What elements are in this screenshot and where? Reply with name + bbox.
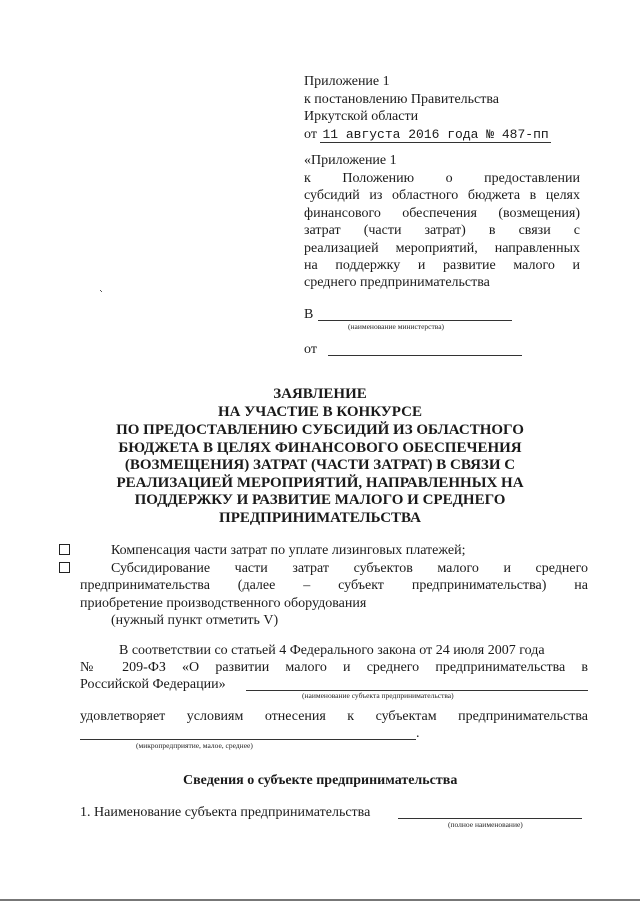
sub-appendix-line-6: реализацией мероприятий, направленных [304,241,580,256]
subject-name-hint: (наименование субъекта предпринимательства) [302,691,454,700]
full-name-field[interactable] [398,818,582,819]
subject-category-hint: (микропредприятие, малое, среднее) [136,741,253,750]
title-line-1: ЗАЯВЛЕНИЕ [273,386,367,402]
title-line-7: ПОДДЕРЖКУ И РАЗВИТИЕ МАЛОГО И СРЕДНЕГО [134,492,506,508]
section-heading: Сведения о субъекте предпринимательства [183,773,458,788]
title-line-6: РЕАЛИЗАЦИЕЙ МЕРОПРИЯТИЙ, НАПРАВЛЕННЫХ НА [116,475,524,491]
option-note: (нужный пункт отметить V) [111,613,279,628]
paragraph-2-end: . [416,726,420,741]
option-2-line-2: предпринимательства (далее – субъект предпринимательства) на [80,578,588,593]
appendix-line-1: Приложение 1 [304,74,390,89]
scan-speck [101,291,102,292]
addressee-from-label: от [304,342,317,357]
addressee-to-label: В [304,307,314,322]
sub-appendix-line-4: финансового обеспечения (возмещения) [304,206,580,221]
appendix-line-2: к постановлению Правительства [304,92,500,107]
item-1-label: 1. Наименование субъекта предпринимательства [80,805,371,820]
paragraph-1-line-3: Российской Федерации» [80,677,226,692]
title-line-4: БЮДЖЕТА В ЦЕЛЯХ ФИНАНСОВОГО ОБЕСПЕЧЕНИЯ [118,440,522,456]
full-name-hint: (полное наименование) [448,820,523,829]
option-1-checkbox[interactable] [59,544,70,555]
sub-appendix-line-8: среднего предпринимательства [304,275,490,290]
option-1-label: Компенсация части затрат по уплате лизинговых платежей; [111,543,466,558]
sub-appendix-line-7: на поддержку и развитие малого и [304,258,580,273]
sub-appendix-line-3: субсидий из областного бюджета в целях [304,188,580,203]
sub-appendix-line-5: затрат (части затрат) в связи с [304,223,580,238]
option-2-line-1: Субсидирование части затрат субъектов малого и среднего [111,561,588,576]
title-line-3: ПО ПРЕДОСТАВЛЕНИЮ СУБСИДИЙ ИЗ ОБЛАСТНОГО [116,422,524,438]
option-2-line-3: приобретение производственного оборудования [80,596,367,611]
sub-appendix-line-2: к Положению о предоставлении [304,171,580,186]
title-line-5: (ВОЗМЕЩЕНИЯ) ЗАТРАТ (ЧАСТИ ЗАТРАТ) В СВЯЗИ С [124,457,516,473]
appendix-date-value: 11 августа 2016 года № 487-пп [322,127,549,142]
title-line-8: ПРЕДПРИНИМАТЕЛЬСТВА [219,510,421,526]
appendix-date-line [304,126,551,143]
applicant-name-field[interactable] [328,355,522,356]
sub-appendix-line-1: «Приложение 1 [304,153,397,168]
paragraph-2-line-1: удовлетворяет условиям отнесения к субъектам предпринимательства [80,709,588,724]
ministry-name-hint: (наименование министерства) [348,322,445,331]
appendix-line-3: Иркутской области [304,109,419,124]
title-line-2: НА УЧАСТИЕ В КОНКУРСЕ [218,404,422,420]
option-2-checkbox[interactable] [59,562,70,573]
scan-edge-line [0,899,640,901]
ministry-name-field[interactable] [318,320,512,321]
paragraph-1-line-1: В соответствии со статьей 4 Федерального закона от 24 июля 2007 года [119,643,545,658]
appendix-date-prefix: от [304,127,317,142]
paragraph-1-line-2: № 209-ФЗ «О развитии малого и среднего предпринимательства в [80,660,588,675]
subject-category-field[interactable] [80,739,416,740]
